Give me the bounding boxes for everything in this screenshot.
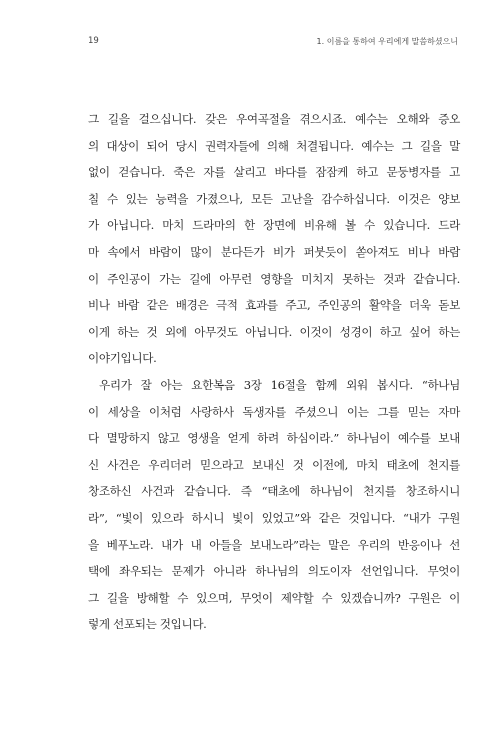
text-line: 신 사건은 우리더러 믿으라고 보내신 것 이전에, 마치 태초에 천지를 [88, 457, 460, 472]
text-line: 그 길을 방해할 수 있으며, 무엇이 제약할 수 있겠습니까? 구원은 이 [88, 590, 460, 605]
text-line: 라”, “빛이 있으라 하시니 빛이 있었고”와 같은 것입니다. “내가 구원 [88, 510, 460, 525]
page-header [88, 36, 458, 50]
text-line: 가 아닙니다. 마치 드라마의 한 장면에 비유해 볼 수 있습니다. 드라 [88, 218, 460, 233]
running-title: 1. 이름을 통하여 우리에게 말씀하셨으니 [316, 37, 458, 46]
text-line: 의 대상이 되어 당시 권력자들에 의해 처결됩니다. 예수는 그 길을 말 [88, 138, 460, 153]
text-line: 없이 걷습니다. 죽은 자를 살리고 바다를 잠잠케 하고 문둥병자를 고 [88, 165, 460, 180]
text-line: 그 길을 걸으십니다. 갖은 우여곡절을 겪으시죠. 예수는 오해와 증오 [88, 112, 460, 126]
text-line: 비나 바람 같은 배경은 극적 효과를 주고, 주인공의 활약을 더욱 돋보 [88, 298, 460, 313]
page-number: 19 [88, 36, 99, 46]
text-line: 택에 좌우되는 문제가 아니라 하나님의 의도이자 선언입니다. 무엇이 [88, 564, 460, 579]
text-line: 이게 하는 것 외에 아무것도 아닙니다. 이것이 성경이 하고 싶어 하는 [88, 324, 460, 339]
text-line: 이 주인공이 가는 길에 아무런 영향을 미치지 못하는 것과 같습니다. [88, 271, 460, 286]
text-line: 이야기입니다. [88, 351, 157, 366]
text-line: 다 멸망하지 않고 영생을 얻게 하려 하심이라.” 하나님이 예수를 보내 [88, 431, 460, 446]
text-line: 창조하신 사건과 같습니다. 즉 “태초에 하나님이 천지를 창조하시니 [88, 484, 460, 499]
text-line: 이 세상을 이처럼 사랑하사 독생자를 주셨으니 이는 그를 믿는 자마 [88, 404, 460, 419]
text-line: 우리가 잘 아는 요한복음 3장 16절을 함께 외워 봅시다. “하나님 [99, 377, 460, 392]
body-text [88, 106, 460, 638]
text-line: 마 속에서 바람이 많이 분다든가 비가 퍼붓듯이 쏟아져도 비나 바람 [88, 244, 460, 259]
text-line: 을 베푸노라. 내가 내 아들을 보내노라”라는 말은 우리의 반응이나 선 [88, 537, 460, 552]
text-line: 칠 수 있는 능력을 가졌으나, 모든 고난을 감수하십니다. 이것은 양보 [88, 191, 460, 206]
text-line: 렇게 선포되는 것입니다. [88, 617, 207, 632]
